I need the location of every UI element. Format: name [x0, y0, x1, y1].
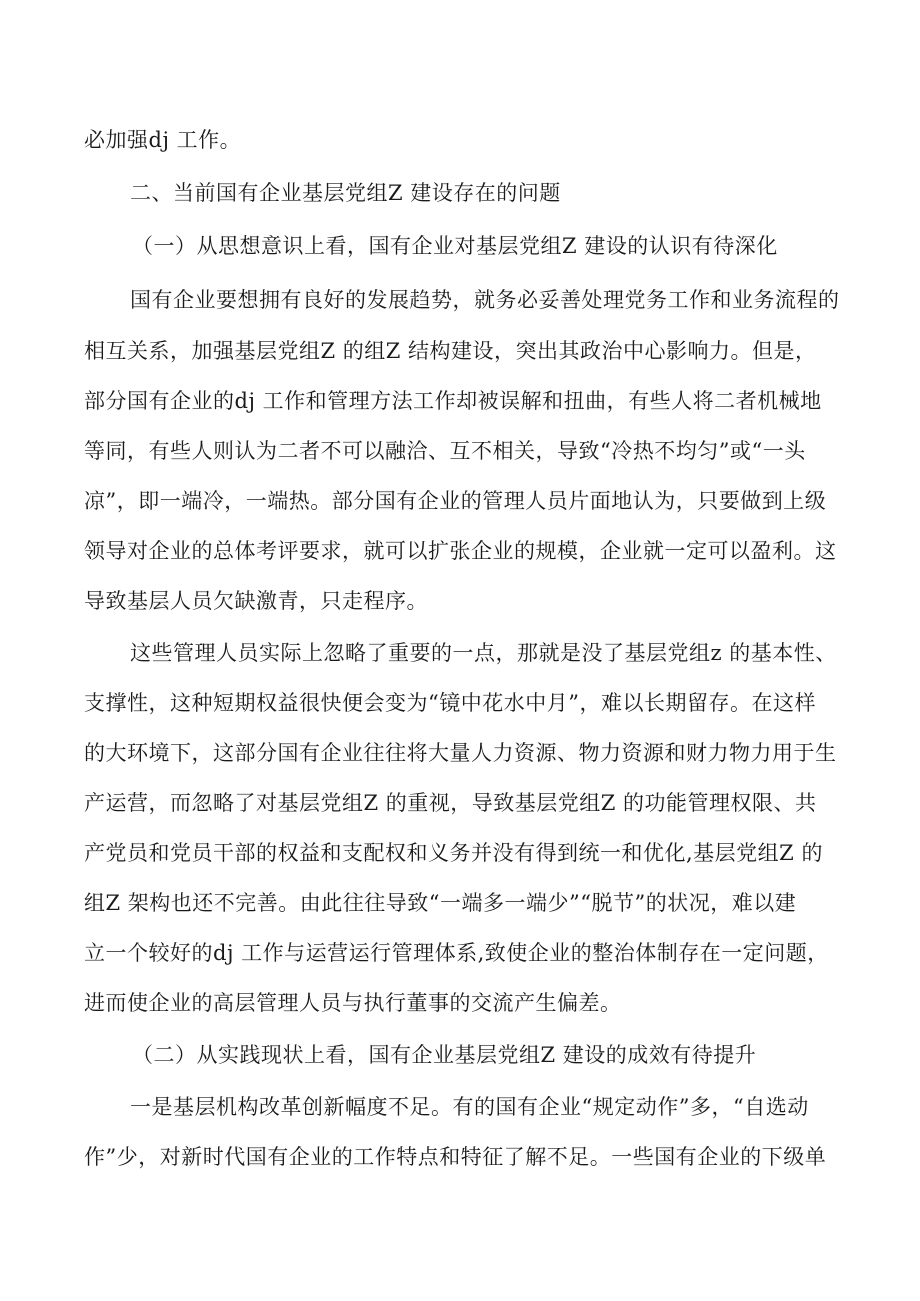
- paragraph-line: 国有企业要想拥有良好的发展趋势，就务必妥善处理党务工作和业务流程的: [130, 288, 840, 312]
- paragraph-line: 相互关系，加强基层党组Z 的组Z 结构建设，突出其政治中心影响力。但是，: [84, 339, 817, 363]
- paragraph-line: 进而使企业的高层管理人员与执行董事的交流产生偏差。: [84, 991, 622, 1015]
- paragraph-line: 作”少，对新时代国有企业的工作特点和特征了解不足。一些国有企业的下级单: [84, 1145, 827, 1169]
- paragraph-line: 一是基层机构改革创新幅度不足。有的国有企业“规定动作”多，“自选动: [130, 1095, 809, 1119]
- section-heading: 二、当前国有企业基层党组Z 建设存在的问题: [130, 181, 561, 205]
- paragraph-line: 领导对企业的总体考评要求，就可以扩张企业的规模，企业就一定可以盈利。这: [84, 539, 837, 563]
- paragraph-line: 部分国有企业的dj 工作和管理方法工作却被误解和扭曲，有些人将二者机械地: [84, 389, 822, 413]
- subsection-heading: （二）从实践现状上看，国有企业基层党组Z 建设的成效有待提升: [132, 1043, 757, 1067]
- paragraph-line: 组Z 架构也还不完善。由此往往导致“一端多一端少”“脱节”的状况，难以建: [84, 891, 797, 915]
- paragraph-line: 支撑性，这种短期权益很快便会变为“镜中花水中月”，难以长期留存。在这样: [84, 691, 816, 715]
- paragraph-line: 这些管理人员实际上忽略了重要的一点，那就是没了基层党组z 的基本性、: [130, 641, 837, 665]
- paragraph-line: 凉”，即一端冷，一端热。部分国有企业的管理人员片面地认为，只要做到上级: [84, 489, 827, 513]
- paragraph-line: 的大环境下，这部分国有企业往往将大量人力资源、物力资源和财力物力用于生: [84, 741, 837, 765]
- subsection-heading: （一）从思想意识上看，国有企业对基层党组Z 建设的认识有待深化: [132, 234, 778, 258]
- paragraph-line: 产运营，而忽略了对基层党组Z 的重视，导致基层党组Z 的功能管理权限、共: [84, 791, 817, 815]
- paragraph-line: 立一个较好的dj 工作与运营运行管理体系,致使企业的整治体制存在一定问题，: [84, 941, 829, 965]
- paragraph-line: 必加强dj 工作。: [84, 128, 242, 152]
- paragraph-line: 产党员和党员干部的权益和支配权和义务并没有得到统一和优化,基层党组Z 的: [84, 841, 823, 865]
- paragraph-line: 导致基层人员欠缺激青，只走程序。: [84, 589, 428, 613]
- paragraph-line: 等同，有些人则认为二者不可以融洽、互不相关，导致“冷热不均匀”或“一头: [84, 439, 806, 463]
